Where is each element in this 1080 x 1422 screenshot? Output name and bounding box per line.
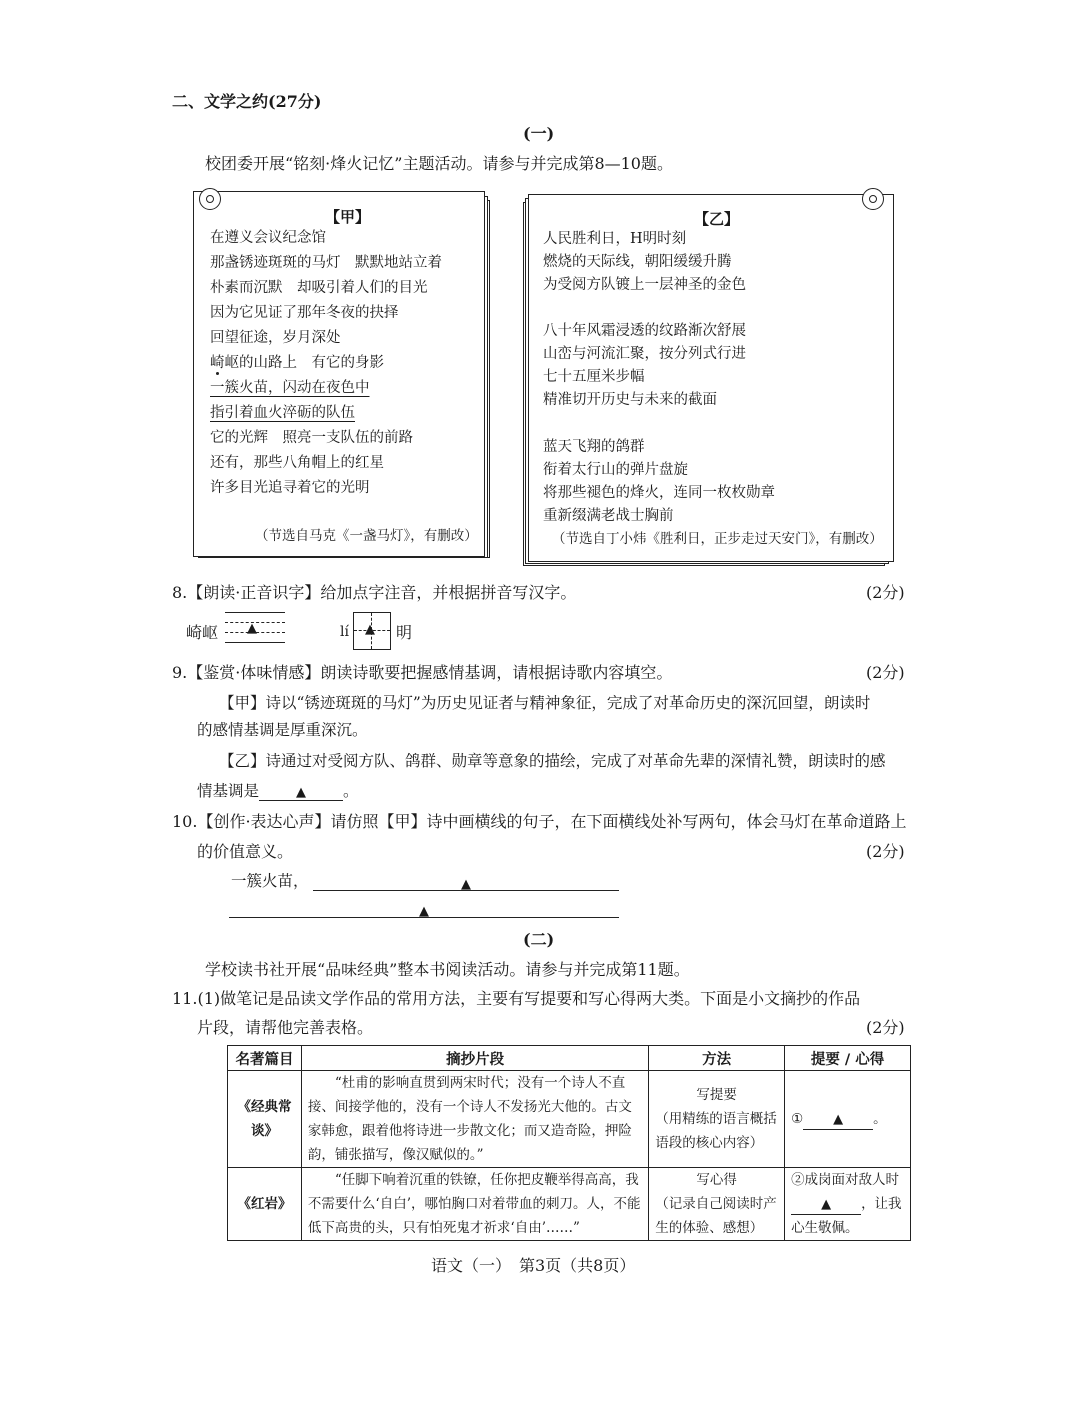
poem-line: 燃烧的天际线，朝阳缓缓升腾 <box>543 254 732 270</box>
q10-lead: 一簇火苗， <box>231 872 309 890</box>
q11-score: (2分) <box>866 1018 905 1037</box>
q9-para2-line2: 情基调是 ▲ 。 <box>197 782 359 800</box>
poem-line: 因为它见证了那年冬夜的抉择 <box>210 305 399 321</box>
poem-line: 山峦与河流汇聚，按分列式行进 <box>543 346 746 362</box>
answer-mark: ▲ <box>365 622 375 637</box>
q9-answer-blank[interactable]: ▲ <box>259 784 343 801</box>
row-answer: ②成岗面对敌人时▲ ，让我心生敬佩。 <box>785 1168 911 1241</box>
row-excerpt: “任脚下响着沉重的铁镣，任你把皮鞭举得高高，我不需要什么‘自白’，哪怕胸口对着带血的刺刀。人，不能低下高贵的头，只有怕死鬼才祈求‘自由’……” <box>301 1168 648 1241</box>
table-header-row <box>228 1046 911 1071</box>
pinyin-grid[interactable] <box>225 612 285 642</box>
row-excerpt: “杜甫的影响直贯到两宋时代；没有一个诗人不直接、间接学他的，没有一个诗人不发扬光大他的。古文家韩愈，跟着他将诗进一步散文化；而又造奇险，押险韵，铺张描写，像汉赋似的。” <box>301 1071 648 1168</box>
part1-heading: (一) <box>523 124 555 143</box>
poem-jia-title: 【甲】 <box>325 208 371 226</box>
part2-intro: 学校读书社开展“品味经典”整本书阅读活动。请参与并完成第11题。 <box>205 960 690 979</box>
poem-line: 还有，那些八角帽上的红星 <box>210 455 384 471</box>
answer-mark: ▲ <box>247 621 257 636</box>
poem-line: 将那些褪色的烽火，连同一枚枚勋章 <box>543 485 775 501</box>
poem-line-underlined: 指引着血火淬砺的队伍 <box>210 405 355 421</box>
ring-icon <box>862 188 884 210</box>
q8-score: (2分) <box>866 583 905 602</box>
poem-line: 重新缀满老战士胸前 <box>543 508 674 524</box>
q8-word1: 崎岖 <box>186 623 219 642</box>
ring-icon <box>199 188 221 210</box>
poem-yi-source: （节选自丁小炜《胜利日，正步走过天安门》，有删改） <box>552 531 883 547</box>
header-answer: 提要 / 心得 <box>785 1046 911 1071</box>
poem-line: 精准切开历史与未来的截面 <box>543 392 717 408</box>
q8-label: 8.【朗读·正音识字】给加点字注音，并根据拼音写汉字。 <box>172 583 577 602</box>
poem-line: 朴素而沉默 却吸引着人们的目光 <box>210 280 428 296</box>
q9-para1-line1: 【甲】诗以“锈迹斑斑的马灯”为历史见证者与精神象征，完成了对革命历史的深沉回望，朗读时 <box>219 694 871 712</box>
q10-score: (2分) <box>866 842 905 861</box>
poem-jia-source: （节选自马克《一盏马灯》，有删改） <box>255 528 478 544</box>
poem-line: 衔着太行山的弹片盘旋 <box>543 462 688 478</box>
poem-line-underlined: 一簇火苗，闪动在夜色中 <box>210 380 370 396</box>
q9-para2-line1: 【乙】诗通过对受阅方队、鸽群、勋章等意象的描绘，完成了对革命先辈的深情礼赞，朗读时的感 <box>219 752 886 770</box>
row-book: 《红岩》 <box>228 1168 302 1241</box>
q9-label: 9.【鉴赏·体味情感】朗读诗歌要把握感情基调，请根据诗歌内容填空。 <box>172 663 673 682</box>
section-title: 二、文学之约(27分) <box>172 92 322 111</box>
hanzi-grid[interactable] <box>353 612 391 650</box>
poem-line: 在遵义会议纪念馆 <box>210 230 326 246</box>
poem-line: 回望征途，岁月深处 <box>210 330 341 346</box>
poem-line: 许多目光追寻着它的光明 <box>210 480 370 496</box>
q11-blank-2[interactable]: ▲ <box>791 1195 861 1215</box>
poem-line: 人民胜利日，H明时刻 <box>543 231 687 247</box>
poem-line: 七十五厘米步幅 <box>543 369 645 385</box>
header-book: 名著篇目 <box>228 1046 302 1071</box>
poem-line: 它的光辉 照亮一支队伍的前路 <box>210 430 413 446</box>
q10-blank-1[interactable]: ▲ <box>313 873 619 891</box>
q10-blank-2[interactable]: ▲ <box>229 900 619 918</box>
row-book: 《经典常谈》 <box>228 1071 302 1168</box>
row-answer: ① ▲ 。 <box>785 1071 911 1168</box>
q11-label-line2: 片段，请帮他完善表格。 <box>197 1018 374 1037</box>
q11-label-line1: 11.(1)做笔记是品读文学作品的常用方法，主要有写提要和写心得两大类。下面是小文摘抄的作品 <box>172 989 861 1008</box>
part1-intro: 校团委开展“铭刻·烽火记忆”主题活动。请参与并完成第8—10题。 <box>205 154 673 173</box>
header-method: 方法 <box>649 1046 785 1071</box>
poem-line: 崎岖的山路上 有它的身影 <box>210 355 384 371</box>
page-footer: 语文（一） 第3页（共8页） <box>431 1256 636 1275</box>
table-row <box>228 1071 911 1168</box>
poem-line: 蓝天飞翔的鸽群 <box>543 439 645 455</box>
q8-word2: 明 <box>396 623 413 642</box>
table-row <box>228 1168 911 1241</box>
q8-pinyin: lí <box>340 624 349 640</box>
header-excerpt: 摘抄片段 <box>301 1046 648 1071</box>
emphasis-dot <box>216 372 219 375</box>
poem-line: 那盏锈迹斑斑的马灯 默默地站立着 <box>210 255 442 271</box>
q11-blank-1[interactable]: ▲ <box>803 1110 873 1130</box>
poem-line: 为受阅方队镀上一层神圣的金色 <box>543 277 746 293</box>
poem-yi-title: 【乙】 <box>694 210 740 228</box>
part2-heading: (二) <box>523 930 555 949</box>
notes-table <box>227 1045 911 1241</box>
row-method: 写心得 （记录自己阅读时产生的体验、感想） <box>649 1168 785 1241</box>
row-method: 写提要 （用精练的语言概括语段的核心内容） <box>649 1071 785 1168</box>
poem-line: 八十年风霜浸透的纹路渐次舒展 <box>543 323 746 339</box>
q10-label-line2: 的价值意义。 <box>197 842 294 861</box>
q10-label-line1: 10.【创作·表达心声】请仿照【甲】诗中画横线的句子，在下面横线处补写两句，体会马灯在革命道路上 <box>172 812 907 831</box>
q9-para1-line2: 的感情基调是厚重深沉。 <box>197 721 368 739</box>
q9-score: (2分) <box>866 663 905 682</box>
